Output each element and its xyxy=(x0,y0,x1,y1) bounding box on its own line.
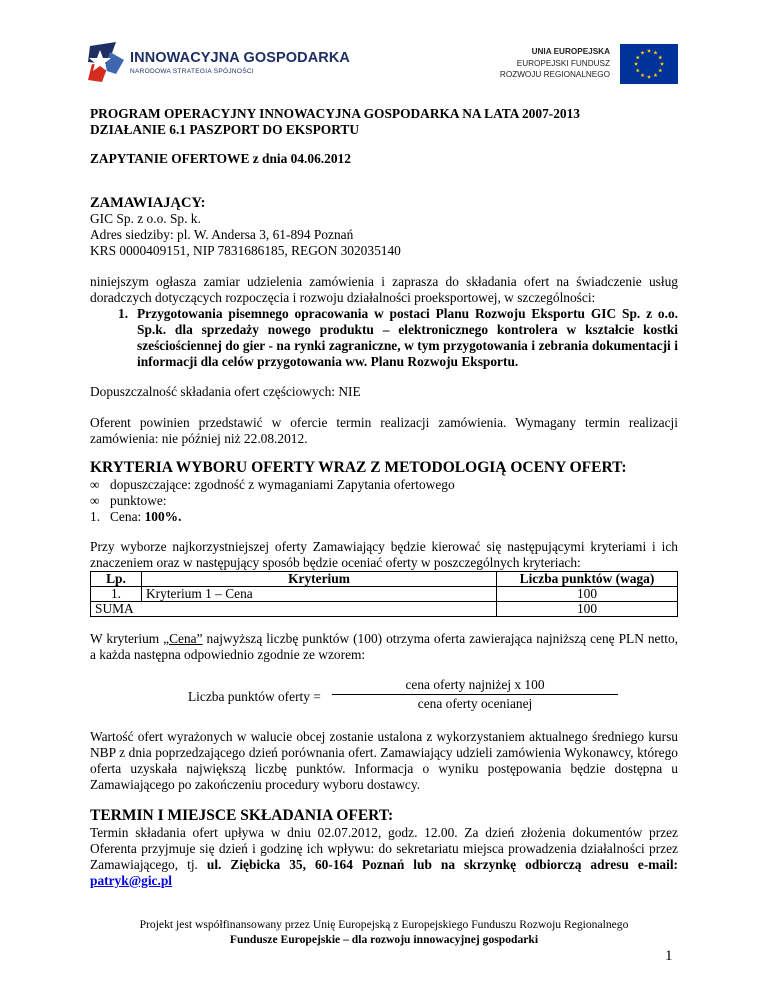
criteria-table xyxy=(90,571,678,617)
eu-logo-line1: UNIA EUROPEJSKA xyxy=(531,47,610,56)
criteria-bullet-1-text: dopuszczające: zgodność z wymaganiami Zapytania ofertowego xyxy=(110,477,455,492)
deadline-address: ul. Ziębicka 35, 60-164 Poznań lub na skrzynkę odbiorczą adresu e-mail: xyxy=(206,857,678,872)
table-header-row xyxy=(91,572,678,587)
email-link[interactable]: patryk@gic.pl xyxy=(90,873,173,888)
page-footer xyxy=(90,917,678,947)
price-item-marker: 1. xyxy=(90,509,101,524)
deadline-text: Termin składania ofert upływa w dniu 02.07.2012, godz. 12.00. Za dzień złożenia dokumentów przez Oferenta przyjmuje się dzień i godzinę ich wpływu: do sekretariatu miejsca prowadzenia działalności przez Zamawiającego, tj. xyxy=(90,825,678,872)
table-cell-points: 100 xyxy=(497,587,678,602)
orderer-name: GIC Sp. z o.o. Sp. k. xyxy=(90,211,201,226)
footer-line-1: Projekt jest współfinansowany przez Unię Europejską z Europejskiego Funduszu Rozwoju Regionalnego xyxy=(139,918,629,931)
price-criterion-paragraph xyxy=(90,631,678,663)
criteria-price-item xyxy=(90,509,678,525)
eu-logo xyxy=(488,44,678,88)
table-sum-label: SUMA xyxy=(91,602,497,617)
criteria-bullet-2-text: punktowe: xyxy=(110,493,167,508)
program-line-1: PROGRAM OPERACYJNY INNOWACYJNA GOSPODARKA NA LATA 2007-2013 xyxy=(90,106,581,121)
price-item-label: Cena: xyxy=(110,509,145,524)
price-para-quoted: „Cena” xyxy=(163,631,203,646)
formula-label: Liczba punktów oferty = xyxy=(188,689,321,704)
table-header-lp: Lp. xyxy=(91,572,142,587)
formula-denominator: cena oferty ocenianej xyxy=(417,696,533,711)
ig-logo-subtitle: NARODOWA STRATEGIA SPÓJNOŚCI xyxy=(130,68,254,75)
eu-flag-icon xyxy=(620,44,678,84)
table-header-points: Liczba punktów (waga) xyxy=(497,572,678,587)
innowacyjna-gospodarka-logo xyxy=(86,40,350,84)
criteria-bullet-1 xyxy=(90,477,678,493)
orderer-registry: KRS 0000409151, NIP 7831686185, REGON 302035140 xyxy=(90,243,401,258)
term-paragraph: Oferent powinien przedstawić w ofercie termin realizacji zamówienia. Wymagany termin realizacji zamówienia: nie później niż 22.08.2012. xyxy=(90,415,678,446)
deadline-paragraph xyxy=(90,825,678,889)
table-cell-criterion: Kryterium 1 – Cena xyxy=(142,587,497,602)
formula-fraction-line xyxy=(332,694,618,695)
selection-paragraph: Przy wyborze najkorzystniejszej oferty Zamawiający będzie kierować się następującymi kryteriami i ich znaczeniem oraz w następujący sposób będzie oceniać oferty w poszczególnych kryteriach: xyxy=(90,539,678,570)
price-item-value: 100%. xyxy=(144,509,182,524)
numbered-item-1 xyxy=(90,306,678,370)
item-1-text: Przygotowania pisemnego opracowania w postaci Planu Rozwoju Eksportu GIC Sp. z o.o. Sp.k. dla sprzedaży nowego produktu – elektronicznego kontrolera w kształcie kostki sześciościennej do gier - na rynki zagraniczne, w tym przygotowania i zebrania dokumentacji i informacji dla celów przygotowania ww. Planu Rozwoju Eksportu. xyxy=(137,306,678,369)
formula-numerator: cena oferty najniżej x 100 xyxy=(405,677,545,692)
deadline-heading: TERMIN I MIEJSCE SKŁADANIA OFERT: xyxy=(90,807,394,824)
orderer-heading: ZAMAWIAJĄCY: xyxy=(90,195,206,211)
table-sum-points: 100 xyxy=(497,602,678,617)
document-body xyxy=(90,106,678,889)
infinity-bullet-icon: ∞ xyxy=(90,477,100,492)
eu-logo-text xyxy=(500,46,610,81)
inquiry-title: ZAPYTANIE OFERTOWE z dnia 04.06.2012 xyxy=(90,151,351,166)
criteria-bullet-2 xyxy=(90,493,678,509)
criteria-heading: KRYTERIA WYBORU OFERTY WRAZ Z METODOLOGIĄ OCENY OFERT: xyxy=(90,459,627,476)
table-row xyxy=(91,587,678,602)
program-line-2: DZIAŁANIE 6.1 PASZPORT DO EKSPORTU xyxy=(90,122,360,137)
partial-offers: Dopuszczalność składania ofert częściowych: NIE xyxy=(90,384,361,399)
table-sum-row xyxy=(91,602,678,617)
ig-emblem-icon xyxy=(86,40,126,84)
price-para-b: najwyższą liczbę punktów (100) otrzyma oferta zawierająca najniższą cenę PLN netto, a każda następna odpowiednio zgodnie ze wzorem: xyxy=(90,631,678,662)
item-1-marker: 1. xyxy=(118,306,129,321)
eu-logo-line3: ROZWOJU REGIONALNEGO xyxy=(499,70,610,79)
page-number: 1 xyxy=(665,948,673,964)
points-formula xyxy=(90,677,678,715)
intro-paragraph: niniejszym ogłasza zamiar udzielenia zamówienia i zaprasza do składania ofert na świadczenie usług doradczych dotyczących rozpoczęcia i rozwoju działalności proeksportowej, w szczególności: xyxy=(90,274,678,305)
orderer-address: Adres siedziby: pl. W. Andersa 3, 61-894 Poznań xyxy=(90,227,354,242)
ig-logo-name: INNOWACYJNA GOSPODARKA xyxy=(130,50,350,66)
eu-logo-line2: EUROPEJSKI FUNDUSZ xyxy=(516,58,610,68)
price-para-a: W kryterium xyxy=(90,631,164,646)
currency-paragraph: Wartość ofert wyrażonych w walucie obcej zostanie ustalona z wykorzystaniem aktualnego średniego kursu NBP z dnia poprzedzającego dzień porównania ofert. Zamawiający udzieli zamówienia Wykonawcy, którego oferta uzyskała największą liczbę punktów. Informacja o wyniku postępowania będzie dostępna u Zamawiającego po zakończeniu procedury wyboru dostawcy. xyxy=(90,729,678,792)
table-header-criterion: Kryterium xyxy=(142,572,497,587)
infinity-bullet-icon: ∞ xyxy=(90,493,100,508)
footer-line-2: Fundusze Europejskie – dla rozwoju innowacyjnej gospodarki xyxy=(229,933,539,946)
table-cell-lp: 1. xyxy=(91,587,142,602)
